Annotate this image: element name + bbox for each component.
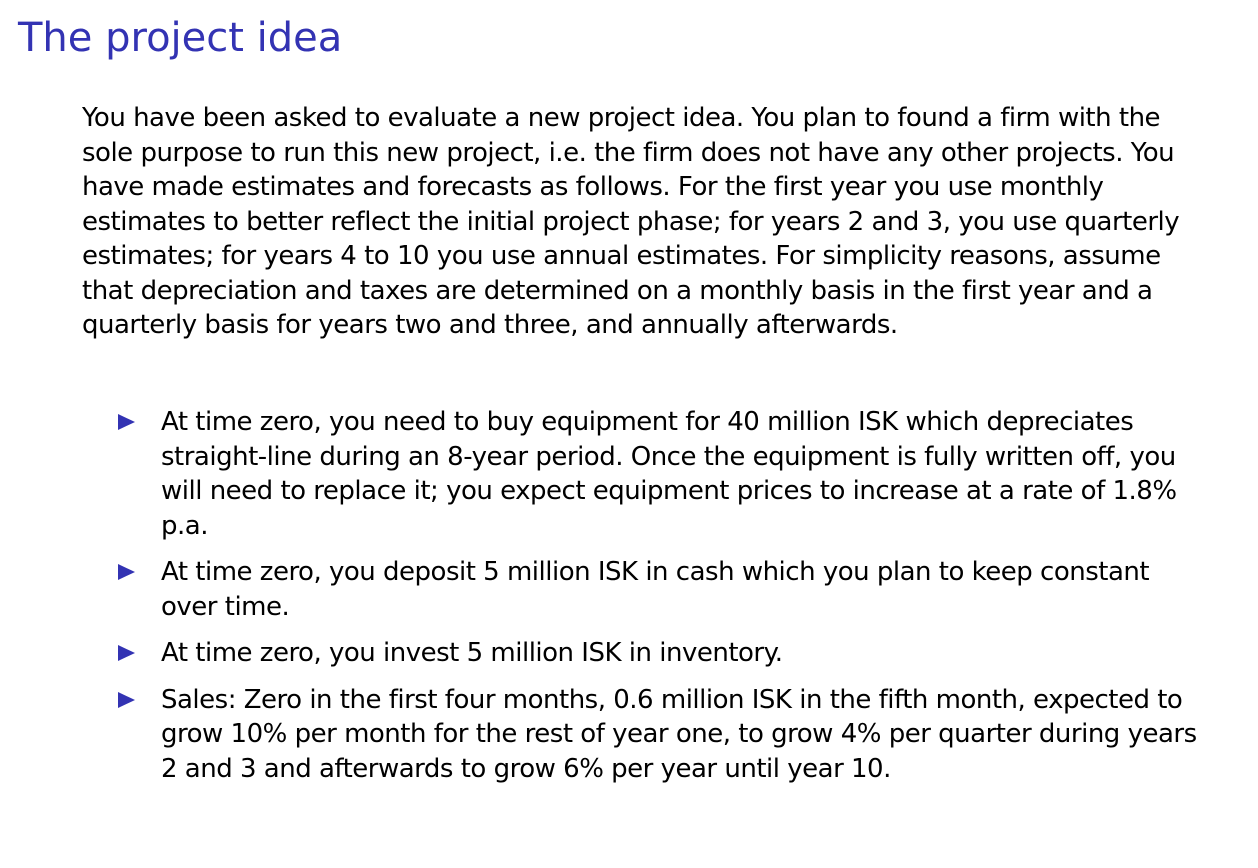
bullet-list [118,405,1198,798]
bullet-text: At time zero, you need to buy equipment for 40 million ISK which depreciates straight-line during an 8-year period. Once the equipment is fully written off, you will need to replace it; you expect equipment prices to increase at a rate of 1.8% p.a. [161,407,1177,541]
bullet-text: At time zero, you deposit 5 million ISK in cash which you plan to keep constant over time. [161,557,1150,622]
slide-title: The project idea [18,15,343,61]
bullet-item-sales [118,683,1198,787]
triangle-right-icon [118,645,135,661]
triangle-right-icon [118,692,135,708]
bullet-item-equipment [118,405,1198,543]
bullet-text: Sales: Zero in the first four months, 0.6 million ISK in the fifth month, expected to grow 10% per month for the rest of year one, to grow 4% per quarter during years 2 and 3 and afterwards to grow 6% per year until year 10. [161,684,1197,784]
bullet-text: At time zero, you invest 5 million ISK in inventory. [161,638,783,668]
triangle-right-icon [118,414,135,430]
intro-paragraph: You have been asked to evaluate a new project idea. You plan to found a firm with the sole purpose to run this new project, i.e. the firm does not have any other projects. You have made estimates and forecasts as follows. For the first year you use monthly estimates to better reflect the initial project phase; for years 2 and 3, you use quarterly estimates; for years 4 to 10 you use annual estimates. For simplicity reasons, assume that depreciation and taxes are determined on a monthly basis in the first year and a quarterly basis for years two and three, and annually afterwards. [82,103,1180,340]
bullet-item-cash [118,555,1198,624]
bullet-item-inventory [118,636,1198,671]
triangle-right-icon [118,564,135,580]
